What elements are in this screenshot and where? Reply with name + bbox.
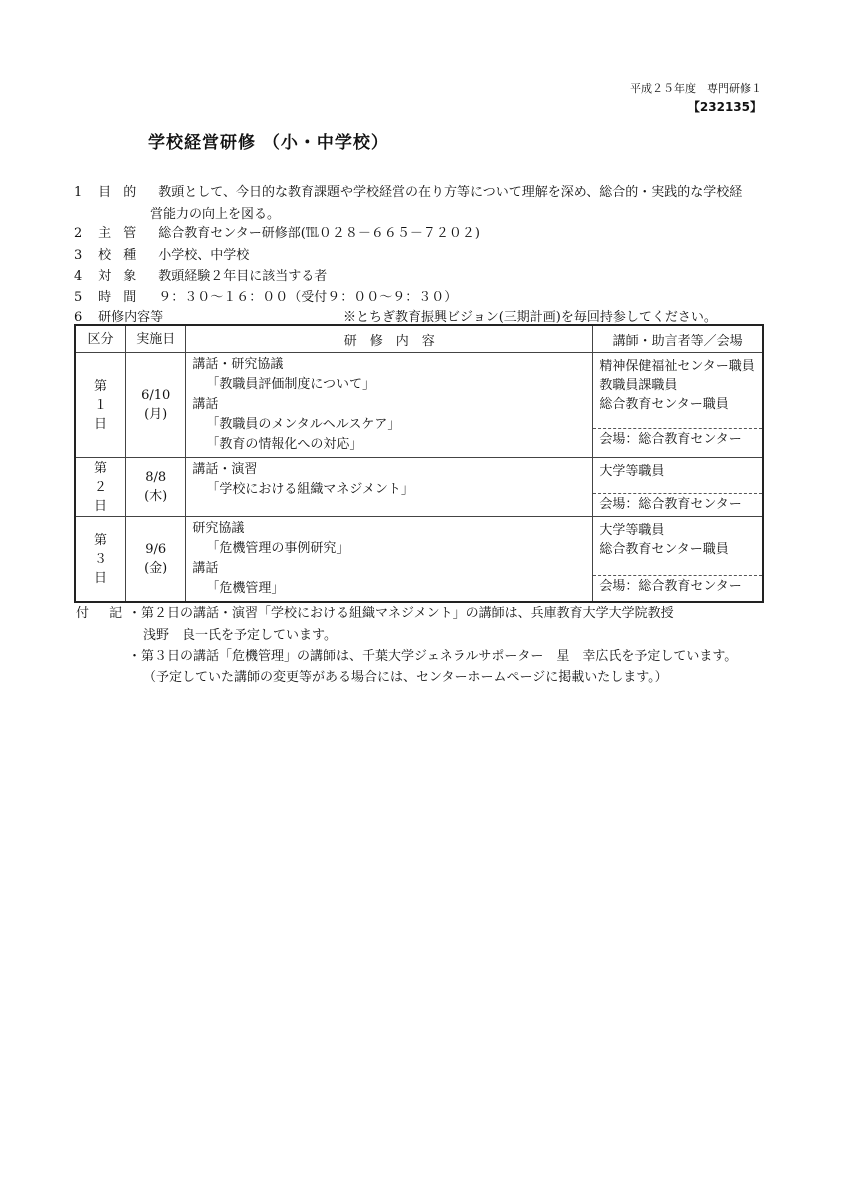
- date-cell: 6/10 (月): [126, 353, 186, 458]
- header-content: 研 修 内 容: [186, 325, 593, 353]
- item-number: 4: [74, 269, 83, 284]
- content-line: 研究協議: [192, 521, 245, 536]
- page-title: 学校経営研修 （小・中学校）: [148, 133, 389, 153]
- item-content: [74, 306, 163, 325]
- instructor-cell: [593, 353, 763, 458]
- table-row: [75, 517, 763, 603]
- content-line: 「学校における組織マネジメント」: [206, 482, 414, 497]
- notes-label: 付 記: [76, 606, 131, 621]
- item-target: [74, 265, 327, 284]
- item-label: 目 的: [98, 185, 141, 200]
- content-line: 講話: [192, 561, 219, 576]
- item-label: 対 象: [98, 269, 141, 284]
- fiscal-year-label: 平成２５年度 専門研修１: [630, 82, 762, 95]
- instructor: 教職員課職員: [599, 378, 678, 393]
- content-cell: [186, 458, 593, 517]
- table-header-row: [75, 325, 763, 353]
- content-line: 講話・研究協議: [192, 357, 284, 372]
- day-cell: 第 ３ 日: [75, 517, 126, 603]
- instructor: 大学等職員: [599, 464, 665, 479]
- item-label: 校 種: [98, 248, 141, 263]
- instructor: 総合教育センター職員: [599, 397, 729, 412]
- day-cell: 第 １ 日: [75, 353, 126, 458]
- note-line: ・第３日の講話「危機管理」の講師は、千葉大学ジェネラルサポーター 星 幸広氏を予定しています。: [128, 649, 738, 664]
- date-cell: 8/8 (木): [126, 458, 186, 517]
- item-label: 時 間: [98, 290, 141, 305]
- header-instructor: 講師・助言者等／会場: [593, 325, 763, 353]
- instructor: 精神保健福祉センター職員: [599, 359, 755, 374]
- day-cell: 第 ２ 日: [75, 458, 126, 517]
- item-school-type: [74, 244, 249, 263]
- item-value: 教頭として、今日的な教育課題や学校経営の在り方等について理解を深め、総合的・実践的な学校経: [158, 185, 743, 200]
- instructor-cell: [593, 458, 763, 517]
- schedule-table: [74, 324, 764, 603]
- item-value: 総合教育センター研修部(℡０２８－６６５－７２０２): [158, 226, 480, 241]
- content-line: 講話: [192, 397, 219, 412]
- table-row: [75, 353, 763, 458]
- item-number: 6: [74, 310, 83, 325]
- content-line: 「教職員評価制度について」: [206, 377, 376, 392]
- content-line: 「教育の情報化への対応」: [206, 437, 363, 452]
- item-time: [74, 286, 457, 305]
- item-value: ９：３０～１６：００（受付９：００～９：３０）: [158, 290, 458, 305]
- note-line: 浅野 良一氏を予定しています。: [143, 628, 337, 643]
- item-number: 2: [74, 226, 83, 241]
- document-header: [630, 80, 762, 116]
- item-content-note: ※とちぎ教育振興ビジョン(三期計画)を毎回持参してください。: [343, 310, 717, 325]
- content-line: 講話・演習: [192, 462, 258, 477]
- venue: 会場：総合教育センター: [593, 575, 762, 598]
- header-day: 区分: [75, 325, 126, 353]
- item-number: 5: [74, 290, 83, 305]
- item-value: 小学校、中学校: [158, 248, 250, 263]
- note-line: ・第２日の講話・演習「学校における組織マネジメント」の講師は、兵庫教育大学大学院教授: [128, 606, 674, 621]
- item-organizer: [74, 222, 480, 241]
- item-purpose-continued: 営能力の向上を図る。: [150, 207, 281, 222]
- header-date: 実施日: [126, 325, 186, 353]
- content-cell: [186, 353, 593, 458]
- note-line: （予定していた講師の変更等がある場合には、センターホームページに掲載いたします。）: [143, 670, 668, 685]
- content-line: 「教職員のメンタルヘルスケア」: [206, 417, 401, 432]
- venue: 会場：総合教育センター: [593, 428, 762, 451]
- item-purpose: [74, 181, 742, 200]
- item-number: 1: [74, 185, 83, 200]
- instructor-cell: [593, 517, 763, 603]
- venue: 会場：総合教育センター: [593, 493, 762, 516]
- instructor: 大学等職員: [599, 523, 665, 538]
- item-value: 教頭経験２年目に該当する者: [158, 269, 328, 284]
- content-cell: [186, 517, 593, 603]
- content-line: 「危機管理の事例研究」: [206, 541, 350, 556]
- item-label: 研修内容等: [98, 310, 164, 325]
- item-label: 主 管: [98, 226, 141, 241]
- table-row: [75, 458, 763, 517]
- course-code: 【232135】: [687, 100, 762, 114]
- content-line: 「危機管理」: [206, 581, 285, 596]
- instructor: 総合教育センター職員: [599, 542, 729, 557]
- date-cell: 9/6 (金): [126, 517, 186, 603]
- item-number: 3: [74, 248, 83, 263]
